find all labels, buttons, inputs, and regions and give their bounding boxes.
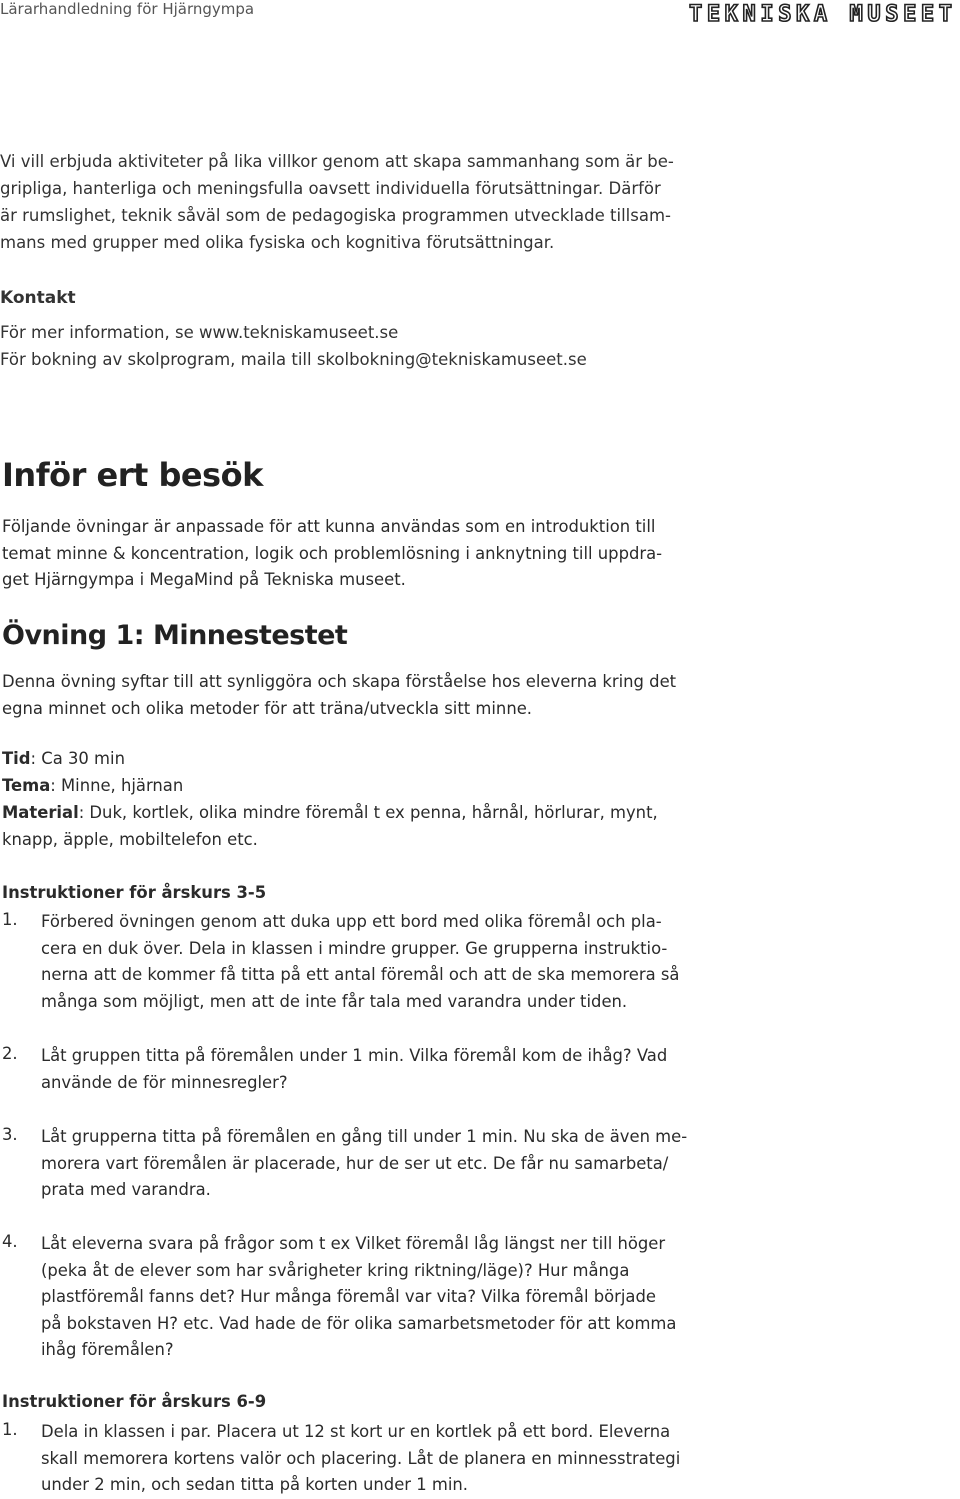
header-title: Lärarhandledning för Hjärngympa [0, 0, 255, 18]
logo-text: TEKNISKA MUSEET [689, 2, 953, 24]
infor-heading: Inför ert besök [2, 456, 263, 494]
ovning1-line: egna minnet och olika metoder för att träna/utveckla sitt minne. [2, 698, 532, 718]
tema-value: : Minne, hjärnan [50, 776, 184, 795]
list-item-line: Förbered övningen genom att duka upp ett bord med olika föremål och pla- [41, 912, 662, 931]
list-item-line: Låt eleverna svara på frågor som t ex Vilket föremål låg längst ner till höger [41, 1234, 666, 1253]
kontakt-heading: Kontakt [0, 288, 76, 308]
material-continuation: knapp, äpple, mobiltelefon etc. [2, 830, 258, 849]
list-item-number: 2. [2, 1044, 18, 1063]
intro-line: är rumslighet, teknik såväl som de pedagogiska programmen utvecklade tillsam- [0, 206, 671, 225]
list-item-number: 1. [2, 1420, 18, 1439]
list-item [41, 909, 721, 1015]
list-item [41, 1124, 721, 1204]
list-item-line: använde de för minnesregler? [41, 1072, 288, 1092]
kontakt-booking-line: För bokning av skolprogram, maila till skolbokning@tekniskamuseet.se [0, 350, 587, 369]
list-item-line: Låt gruppen titta på föremålen under 1 min. Vilka föremål kom de ihåg? Vad [41, 1046, 668, 1065]
tid-row [2, 749, 125, 768]
list-item-line: (peka åt de elever som har svårigheter kring riktning/läge)? Hur många [41, 1260, 630, 1280]
ovning1-line: Denna övning syftar till att synliggöra och skapa förståelse hos eleverna kring det [2, 672, 677, 691]
instr69-heading: Instruktioner för årskurs 6-9 [2, 1392, 267, 1411]
material-label: Material [2, 803, 79, 822]
list-item [41, 1231, 721, 1364]
infor-paragraph [2, 514, 712, 594]
infor-line: temat minne & koncentration, logik och problemlösning i anknytning till uppdra- [2, 543, 663, 563]
list-item-number: 4. [2, 1232, 18, 1251]
material-value: : Duk, kortlek, olika mindre föremål t ex penna, hårnål, hörlurar, mynt, [78, 803, 658, 822]
intro-line: Vi vill erbjuda aktiviteter på lika villkor genom att skapa sammanhang som är be- [0, 152, 674, 171]
list-item-line: många som möjligt, men att de inte får tala med varandra under tiden. [41, 991, 628, 1011]
instr35-heading: Instruktioner för årskurs 3-5 [2, 883, 267, 902]
tid-value: : Ca 30 min [30, 749, 125, 768]
list-item-number: 1. [2, 910, 18, 929]
ovning1-paragraph [2, 669, 712, 722]
list-item [41, 1043, 721, 1096]
list-item-line: Dela in klassen i par. Placera ut 12 st kort ur en kortlek på ett bord. Eleverna [41, 1422, 671, 1441]
intro-line: gripliga, hanterliga och meningsfulla oavsett individuella förutsättningar. Därför [0, 179, 661, 198]
list-item-line: nerna att de kommer få titta på ett antal föremål och att de ska memorera så [41, 965, 680, 984]
list-item [41, 1419, 721, 1499]
tid-label: Tid [2, 749, 31, 768]
list-item-line: ihåg föremålen? [41, 1340, 174, 1359]
tekniska-museet-logo [689, 2, 957, 24]
list-item-line: prata med varandra. [41, 1180, 211, 1199]
list-item-line: skall memorera kortens valör och placering. Låt de planera en minnesstrategi [41, 1448, 681, 1468]
list-item-line: Låt grupperna titta på föremålen en gång till under 1 min. Nu ska de även me- [41, 1127, 688, 1146]
intro-line: mans med grupper med olika fysiska och kognitiva förutsättningar. [0, 233, 555, 252]
list-item-line: under 2 min, och sedan titta på korten under 1 min. [41, 1475, 468, 1494]
material-row [2, 803, 658, 822]
tema-row [2, 776, 183, 795]
infor-line: get Hjärngympa i MegaMind på Tekniska museet. [2, 570, 406, 589]
list-item-number: 3. [2, 1125, 18, 1144]
list-item-line: morera vart föremålen är placerade, hur de ser ut etc. De får nu samarbeta/ [41, 1153, 669, 1173]
tema-label: Tema [2, 776, 51, 795]
ovning1-heading: Övning 1: Minnestestet [2, 620, 348, 651]
intro-paragraph [0, 148, 700, 256]
list-item-line: plastföremål fanns det? Hur många föremål var vita? Vilka föremål började [41, 1287, 656, 1306]
infor-line: Följande övningar är anpassade för att kunna användas som en introduktion till [2, 517, 656, 536]
list-item-line: på bokstaven H? etc. Vad hade de för olika samarbetsmetoder för att komma [41, 1313, 677, 1333]
kontakt-info-line: För mer information, se www.tekniskamuseet.se [0, 323, 399, 342]
list-item-line: cera en duk över. Dela in klassen i mindre grupper. Ge grupperna instruktio- [41, 938, 668, 958]
